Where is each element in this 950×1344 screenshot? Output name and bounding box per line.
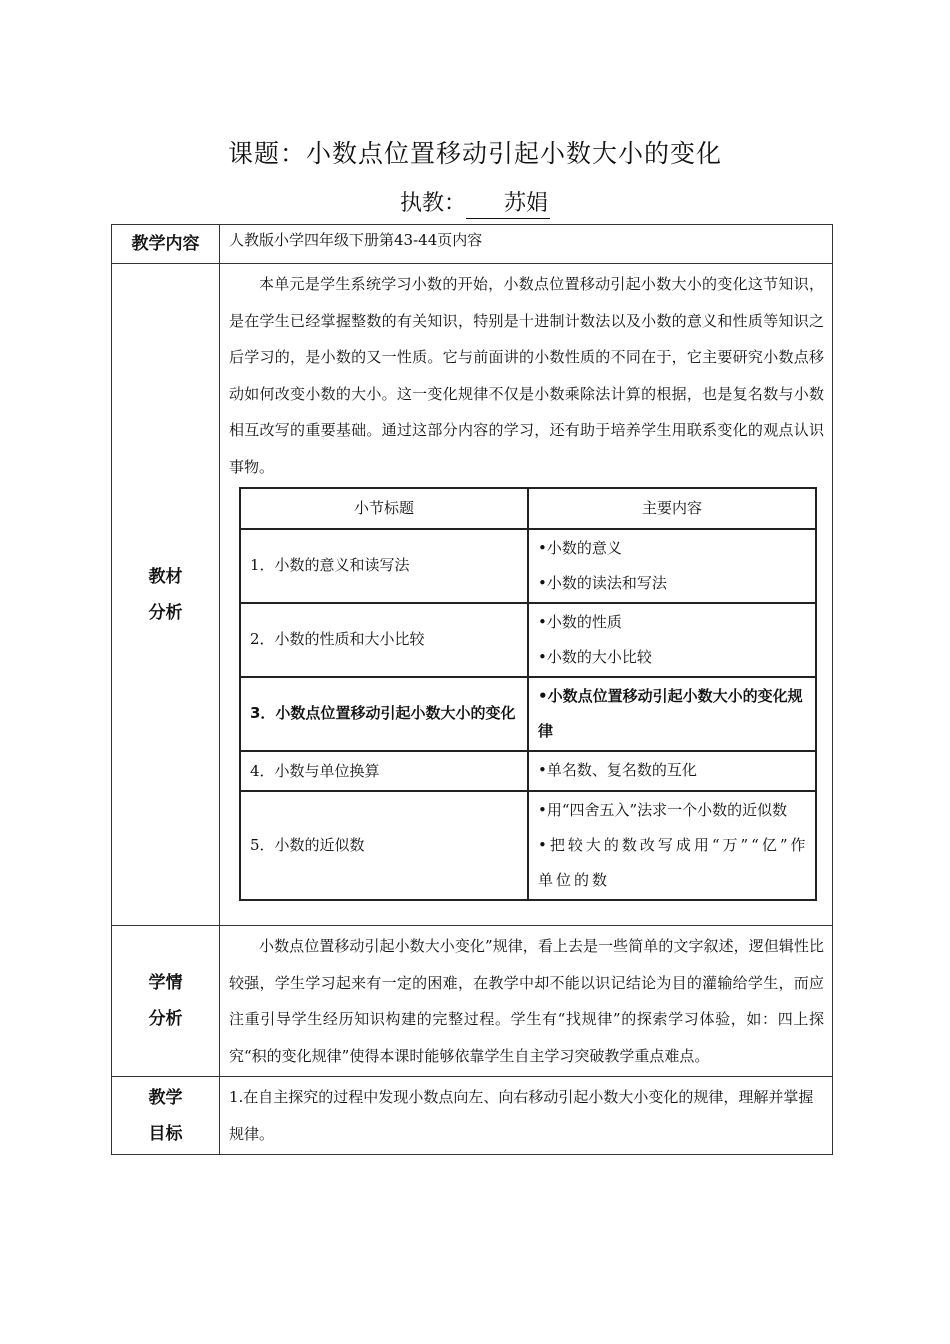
section-item: •小数的读法和写法 xyxy=(538,573,667,592)
section-content xyxy=(528,529,816,603)
label-line-1: 学情 xyxy=(148,973,183,993)
section-row xyxy=(240,603,816,677)
section-row xyxy=(240,529,816,603)
section-title: 4．小数与单位换算 xyxy=(240,751,528,792)
material-analysis-paragraph: 本单元是学生系统学习小数的开始，小数点位置移动引起小数大小的变化这节知识，是在学生已经掌握整数的有关知识，特别是十进制计数法以及小数的意义和性质等知识之后学习的，是小数的又一性质。它与前面讲的小数性质的不同在于，它主要研究小数点移动如何改变小数的大小。这一变化规律不仅是小数乘除法计算的根据，也是复名数与小数相互改写的重要基础。通过这部分内容的学习，还有助于培养学生用联系变化的观点认识事物。 xyxy=(229,275,824,476)
learner-analysis-cell xyxy=(220,926,833,1077)
section-content xyxy=(528,791,816,900)
row-teaching-content xyxy=(112,225,833,264)
page-title: 课题：小数点位置移动引起小数大小的变化 xyxy=(227,139,722,168)
label-learner-analysis xyxy=(112,926,220,1077)
label-line-2: 分析 xyxy=(148,1009,183,1029)
row-learner-analysis xyxy=(112,926,833,1077)
label-teaching-content: 教学内容 xyxy=(112,225,220,264)
section-row-highlighted xyxy=(240,677,816,751)
section-item: •小数的性质 xyxy=(538,612,622,631)
header-main-content: 主要内容 xyxy=(528,488,816,529)
label-teaching-goals xyxy=(112,1077,220,1155)
section-content xyxy=(528,751,816,792)
row-material-analysis xyxy=(112,264,833,926)
section-title: 1．小数的意义和读写法 xyxy=(240,529,528,603)
label-line-2: 分析 xyxy=(148,602,183,623)
section-table xyxy=(239,487,817,901)
teaching-content-text: 人教版小学四年级下册第43-44页内容 xyxy=(220,225,833,264)
section-title: 5．小数的近似数 xyxy=(240,791,528,900)
section-item: •小数点位置移动引起小数大小的变化规律 xyxy=(538,686,803,740)
section-title: 2．小数的性质和大小比较 xyxy=(240,603,528,677)
header-section-title: 小节标题 xyxy=(240,488,528,529)
section-content xyxy=(528,677,816,751)
label-material-analysis xyxy=(112,264,220,926)
label-line-1: 教学 xyxy=(148,1087,183,1108)
teacher-name: 苏娟 xyxy=(466,186,550,219)
section-item: •小数的大小比较 xyxy=(538,647,652,666)
section-row xyxy=(240,751,816,792)
teaching-goals-paragraph: 1.在自主探究的过程中发现小数点向左、向右移动引起小数大小变化的规律，理解并掌握规律。 xyxy=(229,1088,814,1143)
section-item: •用“四舍五入”法求一个小数的近似数 xyxy=(538,801,788,819)
section-title: 3．小数点位置移动引起小数大小的变化 xyxy=(240,677,528,751)
teaching-goals-cell xyxy=(220,1077,833,1155)
label-line-1: 教材 xyxy=(148,566,183,587)
section-item: •小数的意义 xyxy=(538,538,622,557)
teacher-line xyxy=(0,186,950,219)
section-item: •单名数、复名数的互化 xyxy=(538,760,697,779)
section-item: •把较大的数改写成用“万”“亿”作单位的数 xyxy=(538,836,809,889)
lesson-plan-table xyxy=(111,224,833,1155)
section-table-header xyxy=(240,488,816,529)
material-analysis-cell xyxy=(220,264,833,926)
label-line-2: 目标 xyxy=(148,1123,183,1144)
row-teaching-goals xyxy=(112,1077,833,1155)
section-content xyxy=(528,603,816,677)
section-row xyxy=(240,791,816,900)
learner-analysis-paragraph: 小数点位置移动引起小数大小变化”规律，看上去是一些简单的文字叙述，逻但辑性比较强，学生学习起来有一定的困难，在教学中却不能以识记结论为目的灌输给学生，而应注重引导学生经历知识构建的完整过程。学生有“找规律”的探索学习体验，如：四上探究“积的变化规律”使得本课时能够依靠学生自主学习突破教学重点难点。 xyxy=(229,937,824,1065)
teacher-label: 执教： xyxy=(399,191,466,216)
